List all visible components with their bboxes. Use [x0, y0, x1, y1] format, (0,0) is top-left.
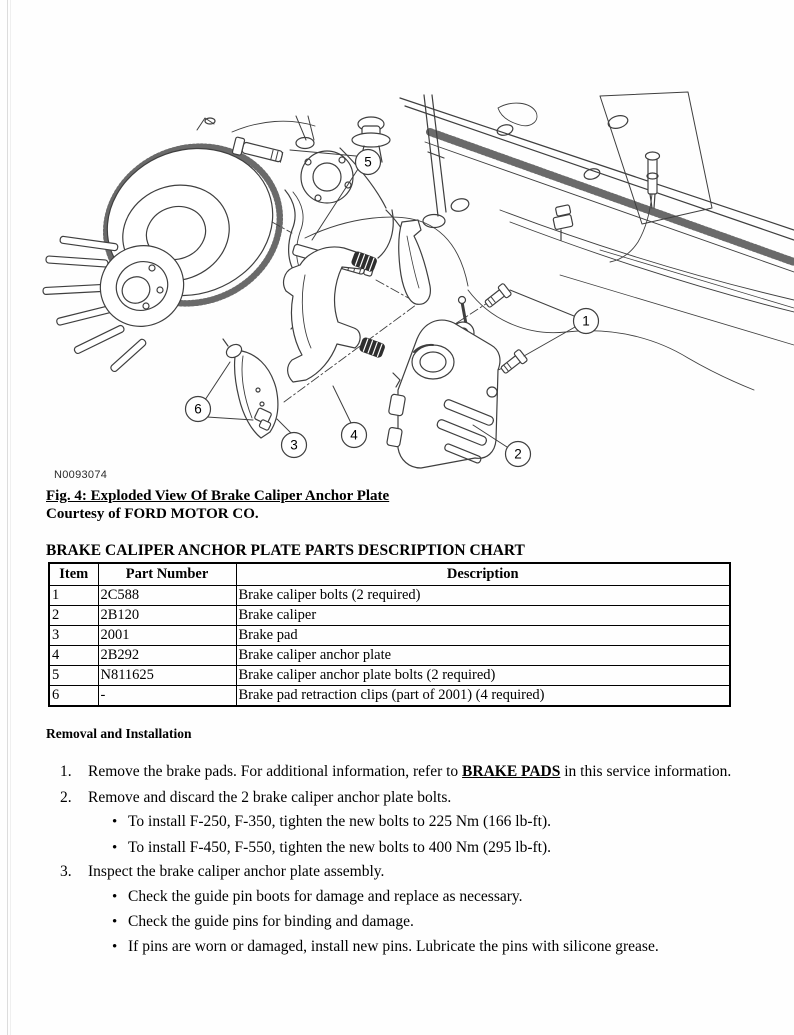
parts-table [48, 562, 731, 707]
cell-description: Brake caliper anchor plate [236, 646, 730, 666]
table-row [49, 666, 730, 686]
step-number: 1. [60, 763, 72, 780]
figure-caption: Fig. 4: Exploded View Of Brake Caliper Anchor Plate [46, 488, 390, 504]
step-1-text-after: in this service information. [560, 763, 732, 780]
table-header-row [49, 563, 730, 586]
callout-2-number: 2 [514, 446, 522, 462]
table-row [49, 626, 730, 646]
bullet-text: If pins are worn or damaged, install new pins. Lubricate the pins with silicone grease. [128, 938, 659, 955]
callout-4-number: 4 [350, 427, 358, 443]
table-row [49, 646, 730, 666]
cell-item: 3 [49, 626, 98, 646]
cell-part-number: - [98, 686, 236, 707]
col-header-description: Description [236, 563, 730, 586]
callout-1-number: 1 [582, 313, 590, 329]
col-header-item: Item [49, 563, 98, 586]
step-text: Inspect the brake caliper anchor plate assembly. [88, 863, 385, 880]
cell-part-number: 2C588 [98, 586, 236, 606]
section-heading: Removal and Installation [46, 726, 192, 741]
brake-caliper-anchor-plate [284, 247, 386, 382]
step-number: 2. [60, 789, 72, 806]
callout-1 [510, 290, 599, 356]
callout-3-number: 3 [290, 437, 298, 453]
hose-clip [553, 205, 573, 240]
cell-item: 5 [49, 666, 98, 686]
frame-bolt [646, 152, 660, 208]
exploded-view-diagram [0, 90, 794, 475]
figure-credit: Courtesy of FORD MOTOR CO. [46, 506, 259, 522]
bullet-icon: • [112, 889, 118, 905]
shock-absorber [423, 95, 446, 228]
bullet-icon: • [112, 814, 118, 830]
frame-rail [400, 92, 794, 312]
brake-pads-link[interactable]: BRAKE PADS [462, 763, 561, 780]
bullet-icon: • [112, 914, 118, 930]
hub-bearing-flange [301, 151, 353, 203]
cell-description: Brake pad retraction clips (part of 2001) (4 required) [236, 686, 730, 707]
image-reference-label: N0093074 [54, 469, 108, 481]
bullet-text: To install F-250, F-350, tighten the new bolts to 225 Nm (166 lb-ft). [128, 813, 551, 830]
caliper-bolt-lower [499, 349, 528, 376]
bullet-icon: • [112, 939, 118, 955]
guide-pin-boot-lower [358, 336, 386, 358]
figure-caption-block [46, 487, 389, 523]
bullet-text: To install F-450, F-550, tighten the new bolts to 400 Nm (295 lb-ft). [128, 839, 551, 856]
parts-table-title: BRAKE CALIPER ANCHOR PLATE PARTS DESCRIPTION CHART [46, 542, 525, 559]
brake-caliper [387, 297, 500, 469]
col-header-part-number: Part Number [98, 563, 236, 586]
cell-part-number: 2B120 [98, 606, 236, 626]
table-row [49, 586, 730, 606]
table-row [49, 686, 730, 707]
bullet-icon: • [112, 840, 118, 856]
step-1-text-before: Remove the brake pads. For additional information, refer to [88, 763, 463, 780]
cell-description: Brake pad [236, 626, 730, 646]
bullet-text: Check the guide pin boots for damage and replace as necessary. [128, 888, 523, 905]
table-row [49, 606, 730, 626]
callout-4 [333, 386, 367, 448]
cell-item: 6 [49, 686, 98, 707]
step-text [88, 762, 750, 782]
cell-item: 1 [49, 586, 98, 606]
cell-item: 2 [49, 606, 98, 626]
cell-part-number: 2B292 [98, 646, 236, 666]
cell-item: 4 [49, 646, 98, 666]
cell-description: Brake caliper anchor plate bolts (2 required) [236, 666, 730, 686]
step-text: Remove and discard the 2 brake caliper anchor plate bolts. [88, 789, 452, 806]
caliper-bolt-upper [483, 283, 512, 310]
brake-pad [223, 339, 278, 438]
callout-5-number: 5 [364, 154, 372, 170]
step-number: 3. [60, 863, 72, 880]
cell-part-number: 2001 [98, 626, 236, 646]
callout-6-number: 6 [194, 401, 202, 417]
cell-description: Brake caliper [236, 606, 730, 626]
cell-part-number: N811625 [98, 666, 236, 686]
cell-description: Brake caliper bolts (2 required) [236, 586, 730, 606]
brake-hose [305, 217, 794, 390]
bullet-text: Check the guide pins for binding and damage. [128, 913, 414, 930]
callout-3 [277, 419, 307, 458]
